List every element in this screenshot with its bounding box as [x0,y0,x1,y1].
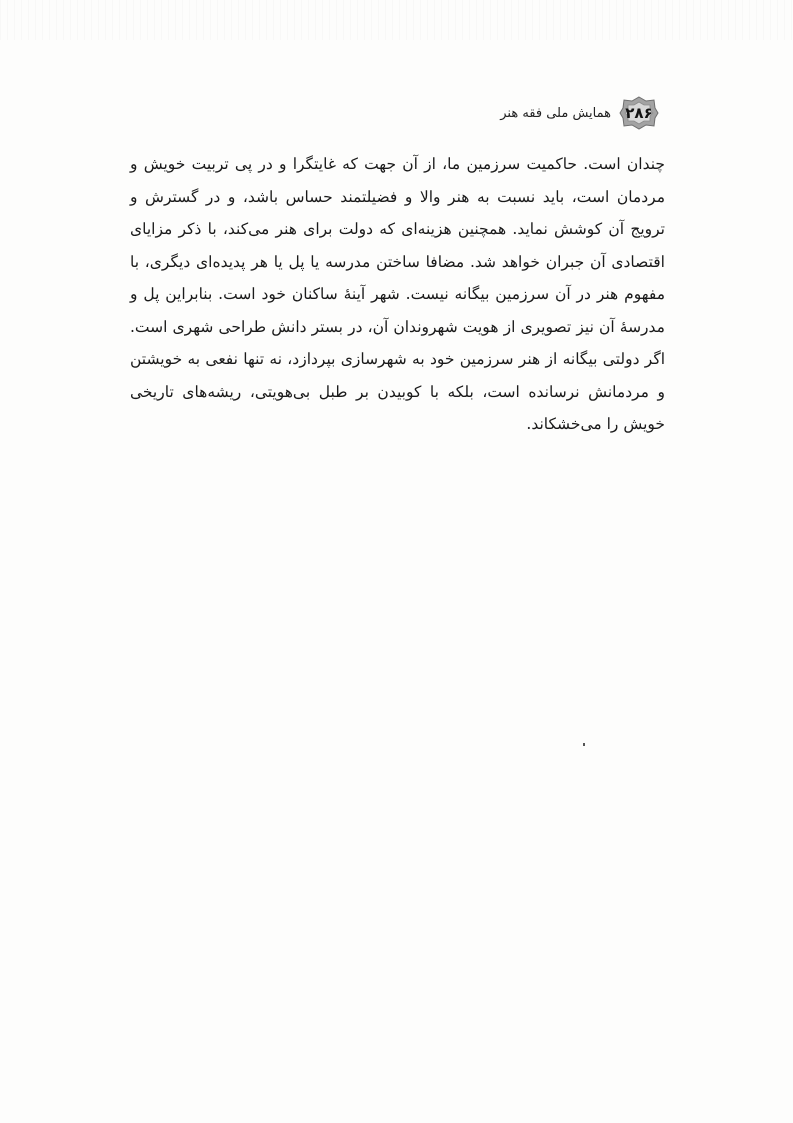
page-number: ۲۸۶ [625,104,653,122]
body-paragraph: چندان است. حاکمیت سرزمین ما، از آن جهت که غایتگرا و در پی تربیت خویش و مردمان است، باید نسبت به هنر والا و فضیلتمند حساس باشد، و در گسترش و ترویج آن کوشش نماید. همچنین هزینه‌ای که دولت برای هنر می‌کند، با ذکر مزایای اقتصادی آن جبران خواهد شد. مضافا ساختن مدرسه یا پل یا هر پدیده‌ای دیگری، با مفهوم هنر در آن سرزمین بیگانه نیست. شهر آینهٔ ساکنان خود است. بنابراین پل و مدرسهٔ آن نیز تصویری از هویت شهروندان آن، در بستر دانش طراحی شهری است. اگر دولتی بیگانه از هنر سرزمین خود به شهرسازی بپردازد، نه تنها نفعی به خویشتن و مردمانش نرسانده است، بلکه با کوبیدن بر طبل بی‌هویتی، ریشه‌های تاریخی خویش را می‌خشکاند. [130,155,665,433]
page-header [500,96,659,130]
stray-mark [583,743,585,746]
page-number-badge [619,96,659,130]
running-title: همایش ملی فقه هنر [500,105,611,121]
scan-speckle [0,0,793,40]
